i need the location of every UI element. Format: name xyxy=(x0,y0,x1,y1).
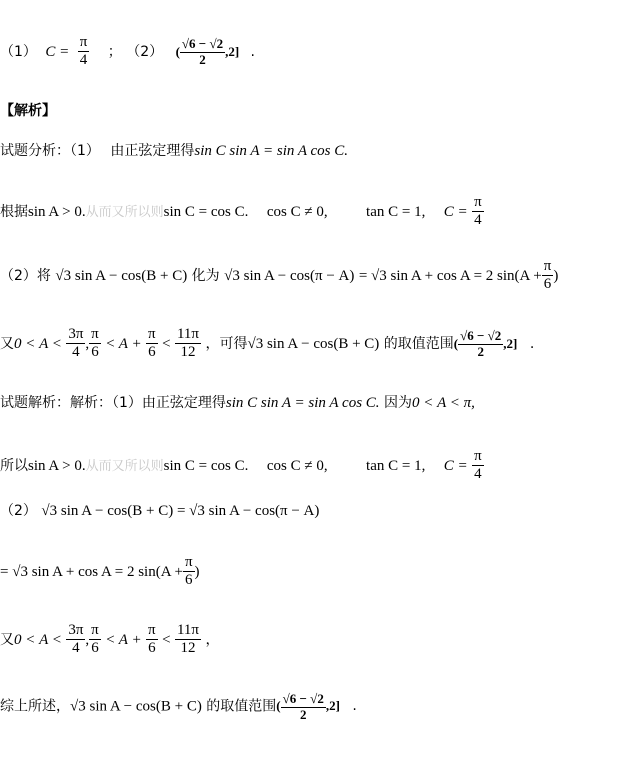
analysis-l2-expr4: tan C = 1, xyxy=(366,203,426,220)
range-numerator: √6 − √2 xyxy=(181,36,224,52)
analysis-l2-prefix: 根据 xyxy=(0,203,28,220)
range-open: ( xyxy=(175,43,180,59)
solution-s4-fraction xyxy=(183,554,195,590)
solution-s2-expr1: sin A > 0. xyxy=(28,457,86,474)
analysis-line-3 xyxy=(0,258,558,294)
solution-s4-close: ) xyxy=(194,563,200,580)
analysis-l2-expr5: C = xyxy=(443,203,468,220)
answer-part1-fraction xyxy=(78,34,90,70)
analysis-l4-comma: , xyxy=(85,335,90,352)
solution-s1-expr: sin C sin A = sin A cos C. xyxy=(225,395,380,411)
solution-s5-end: ， xyxy=(205,631,220,648)
analysis-l3-expr2: √3 sin A − cos(π − A) xyxy=(224,267,355,284)
fraction-numerator: π xyxy=(472,194,484,212)
fraction-numerator: 11π xyxy=(175,326,201,344)
range-denominator: 2 xyxy=(199,52,206,68)
solution-s4-expr: = √3 sin A + cos A = 2 sin(A + xyxy=(0,563,183,580)
analysis-l4-frac3 xyxy=(146,326,158,362)
analysis-line-1 xyxy=(0,144,348,159)
fraction-denominator: 6 xyxy=(543,276,552,293)
fraction-numerator: π xyxy=(542,258,554,276)
answer-part1-expr: C = xyxy=(45,43,70,60)
analysis-l4-frac4 xyxy=(175,326,201,362)
fraction-numerator: π xyxy=(89,326,101,344)
solution-s2-fraction xyxy=(472,448,484,484)
solution-s2-prefix: 所以 xyxy=(0,457,28,474)
answer-part1-label: （1） xyxy=(0,43,37,60)
fraction-numerator: π xyxy=(89,622,101,640)
solution-s6-range: ( $\frac{√6 - √2}{2}$ ,2] xyxy=(276,691,340,722)
solution-s3-expr: √3 sin A − cos(B + C) = √3 sin A − cos(π − A) xyxy=(41,503,320,519)
analysis-l4-frac2 xyxy=(89,326,101,362)
analysis-l3-fraction xyxy=(542,258,554,294)
analysis-label: 试题分析： xyxy=(0,143,70,159)
answer-separator: ； xyxy=(107,43,122,60)
solution-s2-expr5: C = xyxy=(443,457,468,474)
range-close: ,2] xyxy=(325,698,340,714)
analysis-l4-prefix: 又 xyxy=(0,335,14,352)
range-close: ,2] xyxy=(225,43,240,59)
analysis-l3-close: ) xyxy=(553,267,559,284)
answer-period: . xyxy=(250,43,255,60)
analysis-l4-end: . xyxy=(529,335,535,352)
analysis-line-2 xyxy=(0,194,484,230)
solution-s1-label: （1） xyxy=(112,395,142,411)
fraction-numerator: π xyxy=(146,622,158,640)
answer-line xyxy=(0,34,255,70)
solution-s1-text2: 因为 xyxy=(384,395,413,411)
fraction-numerator: 11π xyxy=(175,622,201,640)
fraction-denominator: 6 xyxy=(148,344,156,361)
solution-s5-expr1: 0 < A < xyxy=(14,631,62,648)
analysis-l4-mid: < A + xyxy=(105,335,142,352)
solution-s6-expr: √3 sin A − cos(B + C) xyxy=(70,698,202,715)
fraction-denominator: 4 xyxy=(79,52,88,69)
solution-line-3 xyxy=(0,504,319,519)
analysis-l4-expr1: 0 < A < xyxy=(14,335,62,352)
solution-s2-expr4: tan C = 1, xyxy=(366,457,426,474)
solution-s1-text: 由正弦定理得 xyxy=(141,395,226,411)
range-close: ,2] xyxy=(503,335,518,351)
range-denominator: 2 xyxy=(299,706,307,722)
analysis-p1-label: （1） xyxy=(70,143,100,159)
analysis-l4-frac1 xyxy=(66,326,85,362)
solution-line-2 xyxy=(0,448,484,484)
analysis-l4-text2: 的取值范围 xyxy=(383,335,454,352)
fraction-numerator: π xyxy=(146,326,158,344)
watermark-text: 从而又所以则 xyxy=(85,204,164,220)
fraction-denominator: 4 xyxy=(72,344,80,361)
section-title: 【解析】 xyxy=(0,103,56,119)
solution-s5-mid: < A + xyxy=(105,631,142,648)
analysis-line-4 xyxy=(0,326,534,362)
fraction-denominator: 12 xyxy=(180,640,196,657)
analysis-l4-text1: ，可得 xyxy=(205,335,248,352)
analysis-l4-lt: < xyxy=(162,335,171,352)
fraction-denominator: 4 xyxy=(72,640,80,657)
solution-s5-frac1 xyxy=(66,622,85,658)
fraction-numerator: π xyxy=(78,34,90,52)
solution-s5-prefix: 又 xyxy=(0,631,14,648)
solution-s6-prefix: 综上所述， xyxy=(0,698,70,715)
fraction-numerator: π xyxy=(472,448,484,466)
solution-s5-frac4 xyxy=(175,622,201,658)
solution-line-4 xyxy=(0,554,200,590)
fraction-denominator: 12 xyxy=(180,344,196,361)
analysis-p1-text: 由正弦定理得 xyxy=(110,143,195,159)
analysis-l3-label: （2）将 xyxy=(0,267,51,284)
analysis-l4-range: ( $\frac{√6 - √2}{2}$ ,2] xyxy=(453,328,518,360)
analysis-l3-expr3: = √3 sin A + cos A = 2 sin(A + xyxy=(358,267,542,284)
fraction-numerator: π xyxy=(183,554,195,572)
solution-s6-end: . xyxy=(352,698,357,715)
solution-line-1 xyxy=(0,396,475,411)
analysis-l4-expr2: √3 sin A − cos(B + C) xyxy=(247,335,380,352)
solution-s3-label: （2） xyxy=(0,503,37,519)
solution-s5-comma: , xyxy=(85,631,90,648)
range-denominator: 2 xyxy=(477,344,484,360)
range-numerator: √6 − √2 xyxy=(282,691,324,706)
analysis-l3-expr1: √3 sin A − cos(B + C) xyxy=(55,267,188,284)
fraction-denominator: 6 xyxy=(148,640,156,657)
range-numerator: √6 − √2 xyxy=(460,328,502,344)
solution-line-5 xyxy=(0,622,219,658)
analysis-l2-expr1: sin A > 0. xyxy=(28,203,86,220)
fraction-denominator: 4 xyxy=(474,466,482,483)
solution-s2-expr2: sin C = cos C. xyxy=(163,457,249,474)
solution-s1-expr2: 0 < A < π, xyxy=(412,395,475,411)
solution-s5-frac2 xyxy=(89,622,101,658)
analysis-p1-expr: sin C sin A = sin A cos C. xyxy=(194,143,349,159)
fraction-denominator: 6 xyxy=(184,572,193,589)
answer-part2-label: （2） xyxy=(126,43,164,60)
range-fraction xyxy=(180,37,225,68)
analysis-l2-expr2: sin C = cos C. xyxy=(163,203,249,220)
fraction-denominator: 4 xyxy=(474,212,482,229)
solution-s2-expr3: cos C ≠ 0, xyxy=(266,457,328,474)
analysis-l2-expr3: cos C ≠ 0, xyxy=(266,203,328,220)
fraction-numerator: 3π xyxy=(66,326,85,344)
fraction-denominator: 6 xyxy=(91,640,99,657)
solution-label: 试题解析：解析： xyxy=(0,395,112,411)
solution-line-6 xyxy=(0,692,357,723)
analysis-l3-mid: 化为 xyxy=(191,267,220,284)
analysis-l2-fraction xyxy=(472,194,484,230)
fraction-denominator: 6 xyxy=(91,344,99,361)
answer-range xyxy=(175,36,243,68)
solution-s6-text: 的取值范围 xyxy=(206,698,277,715)
fraction-numerator: 3π xyxy=(66,622,85,640)
solution-s5-frac3 xyxy=(146,622,158,658)
watermark-text: 从而又所以则 xyxy=(85,458,164,474)
solution-s5-lt: < xyxy=(162,631,171,648)
